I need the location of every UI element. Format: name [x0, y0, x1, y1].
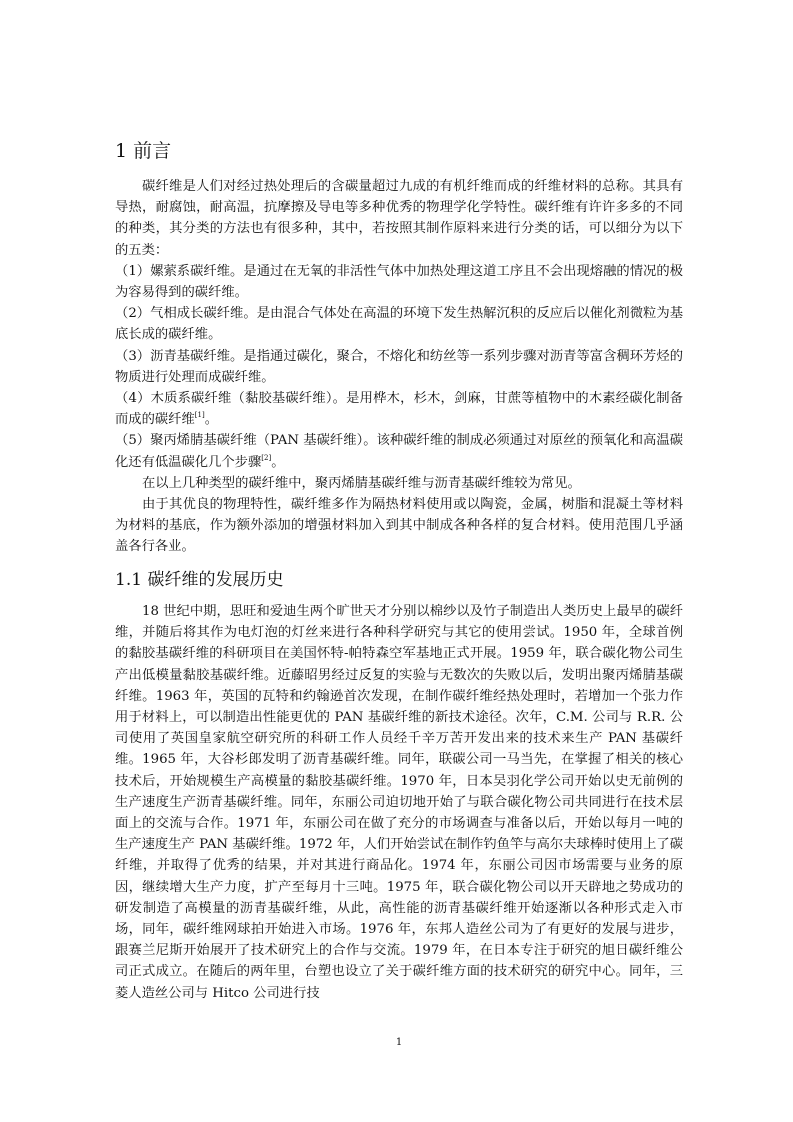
list-item-5-end: 。 — [271, 454, 285, 470]
list-item-2: （2）气相成长碳纤维。是由混合气体处在高温的环境下发生热解沉积的反应后以催化剂微粒为基底长成的碳纤维。 — [115, 306, 683, 343]
list-item-5 — [115, 430, 683, 472]
applications-paragraph: 由于其优良的物理特性，碳纤维多作为隔热材料使用或以陶瓷，金属，树脂和混凝土等材料为材料的基底，作为额外添加的增强材料加入到其中制成各种各样的复合材料。使用范围几乎涵盖各行各业。 — [115, 497, 683, 555]
page-number: 1 — [395, 1037, 403, 1048]
list-item-3: （3）沥青基碳纤维。是指通过碳化，聚合，不熔化和纺丝等一系列步骤对沥青等富含稠环芳烃的物质进行处理而成碳纤维。 — [115, 348, 683, 385]
list-item-4-text: （4）木质系碳纤维（黏胶基碳纤维）。是用桦木，杉木，剑麻，甘蔗等植物中的木素经碳化制备而成的碳纤维 — [115, 391, 683, 428]
summary-paragraph: 在以上几种类型的碳纤维中，聚丙烯腈基碳纤维与沥青基碳纤维较为常见。 — [142, 475, 581, 491]
introduction-body — [115, 176, 683, 558]
list-item-1: （1）嫘萦系碳纤维。是通过在无氧的非活性气体中加热处理这道工序且不会出现熔融的情况的极为容易得到的碳纤维。 — [115, 263, 683, 301]
intro-paragraph: 碳纤维是人们对经过热处理后的含碳量超过九成的有机纤维而成的纤维材料的总称。其具有导热，耐腐蚀，耐高温，抗摩擦及导电等多种优秀的物理学化学特性。碳纤维有许许多多的不同的种类，其分类的方法也有很多种，其中，若按照其制作原料来进行分类的话，可以细分为以下的五类： — [115, 179, 683, 258]
list-item-4 — [115, 388, 683, 430]
list-item-4-end: 。 — [204, 412, 218, 428]
citation-1: [1] — [194, 411, 205, 420]
citation-2: [2] — [261, 453, 272, 462]
section-heading-introduction: 1 前言 — [115, 140, 172, 162]
list-item-5-text: （5）聚丙烯腈基碳纤维（PAN 基碳纤维）。该种碳纤维的制成必须通过对原丝的预氧化和高温碳化还有低温碳化几个步骤 — [115, 433, 683, 470]
history-body — [115, 601, 683, 1004]
history-paragraph: 18 世纪中期，思旺和爱迪生两个旷世天才分别以棉纱以及竹子制造出人类历史上最早的碳纤维，并随后将其作为电灯泡的灯丝来进行各种科学研究与其它的使用尝试。1950 年，全球首例的黏胶基碳纤维的科研项目在美国怀特-帕特森空军基地正式开展。1959 年，联合碳化物公司生产出低模量黏胶基碳纤维。近藤昭男经过反复的实验与无数次的失败以后，发明出聚丙烯腈基碳纤维。1963 年，英国的瓦特和约翰逊首次发现，在制作碳纤维经热处理时，若增加一个张力作用于材料上，可以制造出性能更优的 PAN 基碳纤维的新技术途径。次年，C.M. 公司与 R.R. 公司使用了英国皇家航空研究所的科研工作人员经千辛万苦开发出来的技术来生产 PAN 基碳纤维。1965 年，大谷杉郎发明了沥青基碳纤维。同年，联碳公司一马当先，在掌握了相关的核心技术后，开始规模生产高模量的黏胶基碳纤维。1970 年，日本吴羽化学公司开始以史无前例的生产速度生产沥青基碳纤维。同年，东丽公司迫切地开始了与联合碳化物公司共同进行在技术层面上的交流与合作。1971 年，东丽公司在做了充分的市场调查与准备以后，开始以每月一吨的生产速度生产 PAN 基碳纤维。1972 年，人们开始尝试在制作钓鱼竿与高尔夫球棒时使用上了碳纤维，并取得了优秀的结果，并对其进行商品化。1974 年，东丽公司因市场需要与业务的原因，继续增大生产力度，扩产至每月十三吨。1975 年，联合碳化物公司以开天辟地之势成功的研发制造了高模量的沥青基碳纤维，从此，高性能的沥青基碳纤维开始逐渐以各种形式走入市场，同年，碳纤维网球拍开始进入市场。1976 年，东邦人造丝公司为了有更好的发展与进步，跟赛兰尼斯开始展开了技术研究上的合作与交流。1979 年，在日本专注于研究的旭日碳纤维公司正式成立。在随后的两年里，台塑也设立了关于碳纤维方面的技术研究的研究中心。同年，三菱人造丝公司与 Hitco 公司进行技 — [115, 604, 683, 1001]
section-heading-history: 1.1 碳纤维的发展历史 — [115, 570, 284, 590]
